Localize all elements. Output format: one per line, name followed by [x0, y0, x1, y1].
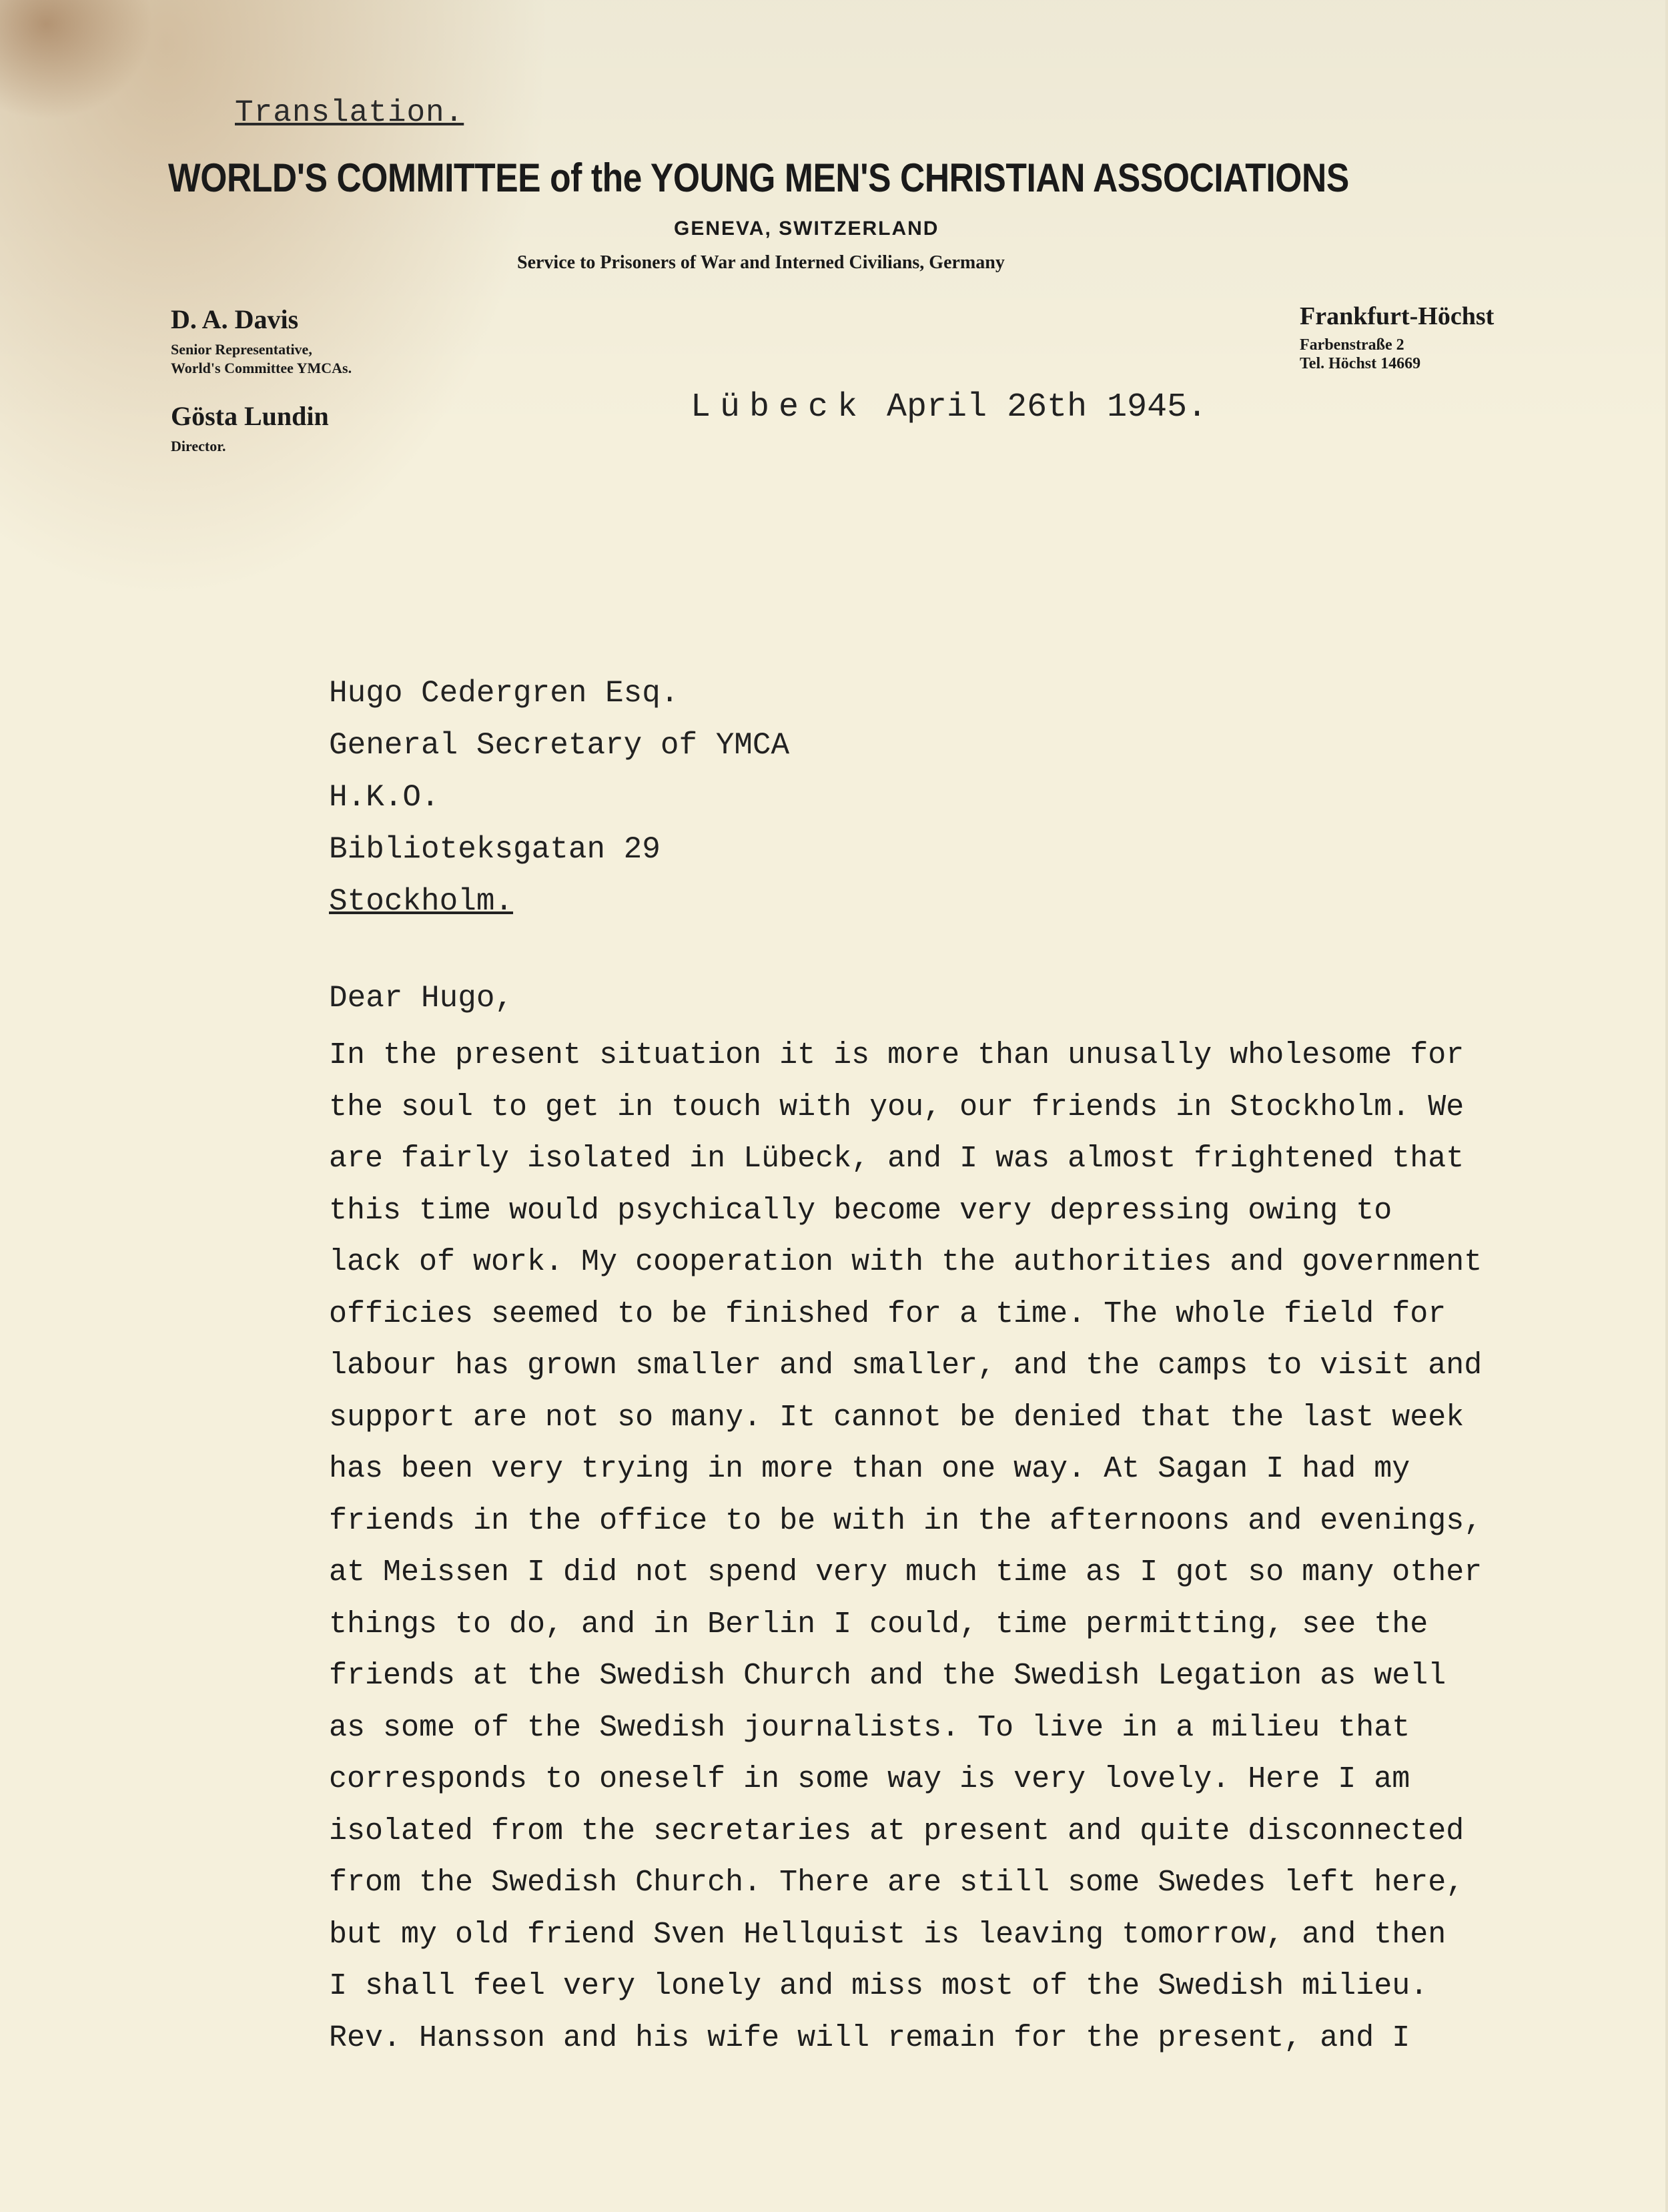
- body-line: but my old friend Sven Hellquist is leaving tomorrow, and then: [329, 1917, 1446, 1952]
- translation-label: Translation.: [235, 95, 464, 130]
- body-line: officies seemed to be finished for a time. The whole field for: [329, 1297, 1446, 1331]
- date-value: April 26th 1945.: [887, 388, 1208, 426]
- body-line: things to do, and in Berlin I could, time permitting, see the: [329, 1607, 1428, 1641]
- letterhead-organization: WORLD'S COMMITTEE of the YOUNG MEN'S CHRISTIAN ASSOCIATIONS: [168, 155, 1349, 200]
- body-line: friends at the Swedish Church and the Swedish Legation as well: [329, 1659, 1446, 1693]
- body-line: isolated from the secretaries at present and quite disconnected: [329, 1814, 1465, 1848]
- recipient-city: Stockholm.: [329, 884, 514, 919]
- paper-stain: [0, 0, 153, 120]
- body-line: the soul to get in touch with you, our friends in Stockholm. We: [329, 1090, 1465, 1124]
- recipient-address: [329, 667, 789, 928]
- body-line: I shall feel very lonely and miss most of the Swedish milieu.: [329, 1969, 1428, 2003]
- body-line: support are not so many. It cannot be denied that the last week: [329, 1400, 1465, 1435]
- body-line: lack of work. My cooperation with the authorities and government: [329, 1245, 1483, 1279]
- body-line: at Meissen I did not spend very much time as I got so many other: [329, 1555, 1483, 1589]
- body-line: as some of the Swedish journalists. To live in a milieu that: [329, 1710, 1410, 1745]
- davis-name: D. A. Davis: [171, 304, 299, 334]
- body-line: this time would psychically become very depressing owing to: [329, 1193, 1392, 1228]
- recipient-title: General Secretary of YMCA: [329, 728, 790, 763]
- date-city: Lübeck: [691, 388, 867, 426]
- davis-title-2: World's Committee YMCAs.: [171, 360, 352, 376]
- letterhead-location: GENEVA, SWITZERLAND: [674, 218, 939, 240]
- letterhead-service: Service to Prisoners of War and Interned Civilians, Germany: [517, 252, 1005, 273]
- letter-body: [329, 1030, 1482, 2064]
- body-line: Rev. Hansson and his wife will remain for the present, and I: [329, 2020, 1410, 2055]
- body-line: from the Swedish Church. There are still some Swedes left here,: [329, 1866, 1465, 1900]
- recipient-org: H.K.O.: [329, 780, 440, 815]
- body-line: corresponds to oneself in some way is very lovely. Here I am: [329, 1762, 1410, 1796]
- recipient-street: Biblioteksgatan 29: [329, 832, 661, 867]
- lundin-title: Director.: [171, 438, 226, 454]
- body-line: has been very trying in more than one way. At Sagan I had my: [329, 1452, 1410, 1486]
- body-line: are fairly isolated in Lübeck, and I was almost frightened that: [329, 1142, 1465, 1176]
- body-line: friends in the office to be with in the afternoons and evenings,: [329, 1503, 1483, 1538]
- davis-title-1: Senior Representative,: [171, 341, 312, 358]
- lundin-name: Gösta Lundin: [171, 401, 329, 431]
- body-line: labour has grown smaller and smaller, and the camps to visit and: [329, 1349, 1483, 1383]
- recipient-name: Hugo Cedergren Esq.: [329, 676, 679, 711]
- letter-date: [691, 388, 1207, 426]
- office-phone: Tel. Höchst 14669: [1300, 355, 1421, 372]
- salutation: Dear Hugo,: [329, 981, 514, 1016]
- body-line: In the present situation it is more than unusally wholesome for: [329, 1038, 1465, 1072]
- office-name: Frankfurt-Höchst: [1300, 302, 1495, 330]
- office-street: Farbenstraße 2: [1300, 336, 1404, 354]
